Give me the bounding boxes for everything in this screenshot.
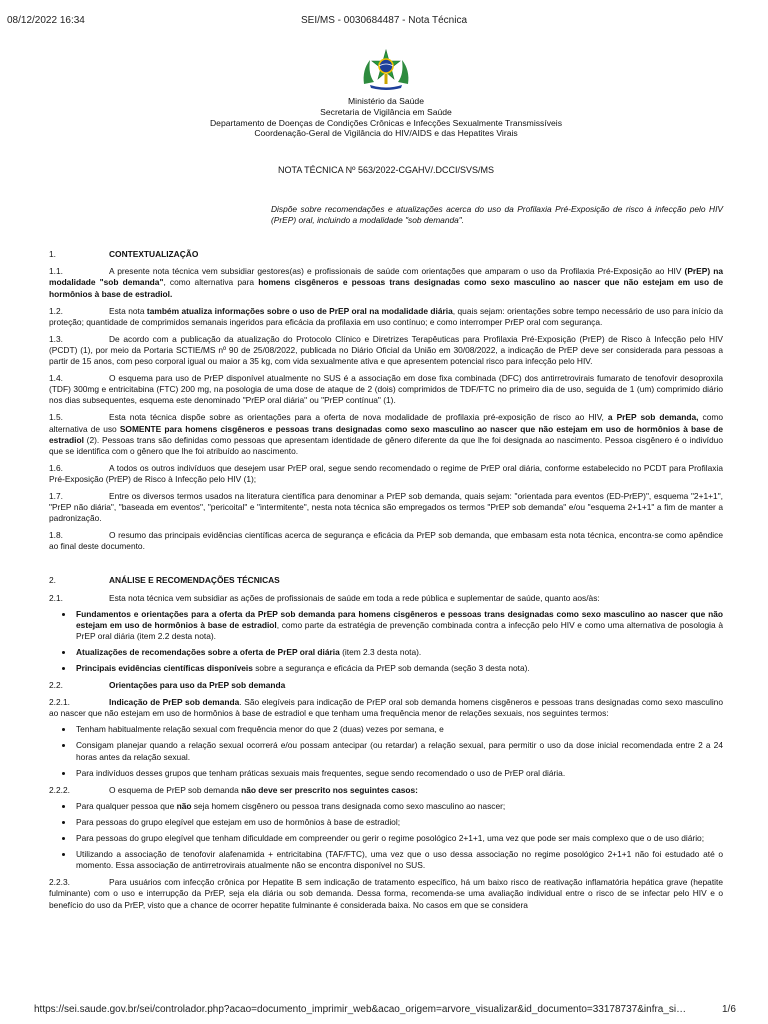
paragraph: [49, 877, 723, 910]
text: Esta nota: [109, 305, 147, 316]
paragraph: [49, 530, 723, 552]
section-number: 2.: [49, 575, 56, 586]
print-url: https://sei.saude.gov.br/sei/controlador.php?acao=documento_imprimir_web&acao_origem=arvore_visualizar&id_documento=33178737&infra_si…: [34, 1004, 687, 1015]
text: Esta nota técnica dispõe sobre as orientações para a oferta de nova modalidade de profilaxia pré-exposição de risco ao HIV,: [109, 412, 608, 423]
paragraph-number: 1.5.: [49, 412, 63, 423]
list-item: [74, 801, 723, 812]
text: Para qualquer pessoa que: [76, 800, 177, 811]
brazil-coat-of-arms-icon: [358, 48, 414, 92]
list-item: • Tenham habitualmente relação sexual com frequência menor do que 2 (duas) vezes por semana, e: [74, 724, 723, 735]
bold-text: Fundamentos e orientações para a oferta da PrEP sob demanda para homens cisgêneros e pessoas trans designadas como sexo masculino ao nascer que não estejam em uso de hormônios à base de estradiol: [76, 608, 723, 630]
text: A presente nota técnica vem subsidiar gestores(as) e profissionais de saúde com orientações que amparam o uso da Profilaxia Pré-Exposição ao HIV: [109, 266, 685, 277]
print-datetime: 08/12/2022 16:34: [7, 15, 85, 26]
bold-text: Indicação de PrEP sob demanda: [109, 697, 240, 708]
paragraph: [49, 373, 723, 406]
paragraph-number: 1.7.: [49, 490, 63, 501]
document-title: NOTA TÉCNICA Nº 563/2022-CGAHV/.DCCI/SVS/MS: [277, 165, 495, 176]
bold-text: a PrEP sob demanda,: [607, 412, 699, 423]
text: Esta nota técnica vem subsidiar as ações de profissionais de saúde em toda a rede pública e suplementar de saúde, quanto aos/às:: [109, 592, 600, 603]
paragraph-number: 1.8.: [49, 530, 63, 541]
institution-block: [49, 96, 723, 139]
paragraph: [49, 463, 723, 485]
paragraph-number: 2.2.1.: [49, 697, 70, 708]
section-title: ANÁLISE E RECOMENDAÇÕES TÉCNICAS: [109, 575, 280, 586]
text: , quais sejam: orientações sobre tempo necessário de uso para início da proteção; quantidade de comprimidos semanais ingeridos para eficácia da profilaxia em uso contínuo; e como interromper PrEP oral com segurança.: [49, 305, 723, 327]
bold-text: não: [176, 800, 192, 811]
bold-text: homens cisgêneros e pessoas trans designadas como sexo masculino ao nascer que não estejam em uso de hormônios à base de estradiol.: [49, 277, 723, 299]
bullet-list: [49, 724, 723, 778]
bold-text: não deve ser prescrito nos seguintes casos:: [241, 784, 418, 795]
paragraph: [49, 306, 723, 328]
paragraph: [49, 491, 723, 524]
text: O resumo das principais evidências científicas acerca de segurança e eficácia da PrEP sob demanda, que embasam esta nota técnica, encontra-se como apêndice ao final deste documento.: [49, 530, 723, 552]
text: como alternativa de uso: [49, 412, 723, 434]
paragraph-number: 1.1.: [49, 266, 63, 277]
institution-line: Coordenação-Geral de Vigilância do HIV/AIDS e das Hepatites Virais: [254, 128, 518, 139]
institution-line: Departamento de Doenças de Condições Crônicas e Infecções Sexualmente Transmissíveis: [209, 117, 563, 128]
section-number: 1.: [49, 249, 56, 260]
text: Entre os diversos termos usados na literatura científica para denominar a PrEP sob demanda, quais sejam: "orientada para eventos (ED-PrEP)", esquema "2+1+1", "PrEP não diária", "baseada em eventos", "pericoital" e "intermitente", nesta nota técnica são empregados os termos "PrEP sob demanda" e/ou "esquema 2+1+1" a fim de manter a padronização.: [49, 490, 723, 524]
text: O esquema para uso de PrEP disponível atualmente no SUS é a associação em dose fixa combinada (DFC) dos antirretrovirais fumarato de tenofovir desoproxila (TDF) 300mg e entricitabina (FTC) 200 mg, na posologia de uma dose de ataque de 2 (dois) comprimidos de TDF/FTC no primeiro dia de uso, seguida de 1 (um) comprimido diário nos dias subsequentes, esquema este denominado "PrEP oral diária" ou "PrEP contínua" (1).: [49, 373, 723, 406]
paragraph-number: 1.6.: [49, 462, 63, 473]
paragraph: [49, 334, 723, 367]
print-page-title: SEI/MS - 0030684487 - Nota Técnica: [300, 15, 468, 26]
bold-text: Principais evidências científicas disponíveis: [76, 663, 253, 673]
paragraph: [49, 412, 723, 456]
institution-line: Secretaria de Vigilância em Saúde: [320, 106, 452, 117]
text: O esquema de PrEP sob demanda: [109, 784, 242, 795]
text: (2). Pessoas trans são definidas como pessoas que apresentam identidade de gênero diferente da que lhe foi designada ao nascimento. Pessoa cisgênero é o indivíduo que se identifica com o gênero que lhe foi atribuído ao nascimento.: [49, 434, 723, 456]
list-item: • Para indivíduos desses grupos que tenham práticas sexuais mais frequentes, segue sendo recomendado o uso de PrEP oral diária.: [74, 768, 723, 779]
ementa: Dispõe sobre recomendações e atualizações acerca do uso da Profilaxia Pré-Exposição de risco à infecção pelo HIV (PrEP) oral, incluindo a modalidade "sob demanda".: [271, 204, 723, 226]
bold-text: SOMENTE para homens cisgêneros e pessoas trans designadas como sexo masculino ao nascer que não estejam em uso de hormônios à base de estradiol: [49, 423, 723, 445]
paragraph-number: 1.4.: [49, 373, 63, 384]
bullet-list: [49, 801, 723, 871]
paragraph: [49, 266, 723, 299]
text: sobre a segurança e eficácia da PrEP sob demanda (seção 3 desta nota).: [252, 663, 530, 673]
list-item: [74, 647, 723, 658]
paragraph: [49, 593, 723, 604]
paragraph-number: 2.1.: [49, 592, 63, 603]
section-heading: [49, 575, 723, 586]
paragraph-number: 2.2.: [49, 680, 63, 691]
text: (item 2.3 desta nota).: [339, 646, 422, 657]
bold-text: Atualizações de recomendações sobre a oferta de PrEP oral diária: [76, 646, 340, 657]
text: A todos os outros indivíduos que desejem usar PrEP oral, segue sendo recomendado o regime de PrEP oral diária, conforme estabelecido no PCDT para Profilaxia Pré-Exposição (PrEP) de Risco à Infecção pelo HIV (1);: [49, 462, 723, 484]
list-item: • Para pessoas do grupo elegível que estejam em uso de hormônios à base de estradiol;: [74, 817, 723, 828]
print-page-number: 1/6: [722, 1004, 736, 1015]
text: . São elegíveis para indicação de PrEP oral sob demanda homens cisgêneros e pessoas trans designadas como sexo masculino ao nascer que não estejam em uso de hormônios à base de estradiol e que tenham uma frequência menor de relações sexuais, nos seguintes termos:: [49, 697, 723, 719]
text: , como parte da estratégia de prevenção combinada contra a infecção pelo HIV e como uma alternativa de posologia à PrEP oral diária (item 2.2 desta nota).: [76, 619, 723, 641]
text: Para usuários com infecção crônica por Hepatite B sem indicação de tratamento específico, há um baixo risco de reativação inflamatória hepática grave (hepatite fulminante) com o uso e interrupção da PrEP, seja ela diária ou sob demanda. Dessa forma, recomenda-se uma avaliação individual entre o risco de se infectar pelo HIV e o benefício do uso da PrEP, visto que a chance de ocorrer hepatite fulminante é considerada baixa. No casos em que se considera: [49, 877, 723, 910]
list-item: • Para pessoas do grupo elegível que tenham dificuldade em compreender ou gerir o regime posológico 2+1+1, uma vez que pode ser mais complexo que o de uso diário;: [74, 833, 723, 844]
institution-line: Ministério da Saúde: [348, 96, 424, 106]
text: De acordo com a publicação da atualização do Protocolo Clínico e Diretrizes Terapêuticas para Profilaxia Pré-Exposição (PrEP) de Risco à Infecção pelo HIV (PCDT) (1), por meio da Portaria SCTIE/MS nº 90 de 25/08/2022, publicada no Diário Oficial da União em 30/08/2022, a indicação de PrEP deve ser considerada para pessoas a partir de 15 anos, com peso corporal igual ou maior a 35 kg, com vida sexualmente ativa e que apresentem potencial risco para infecção pelo HIV.: [49, 333, 723, 367]
document-body: [49, 48, 723, 911]
bold-text: Orientações para uso da PrEP sob demanda: [109, 680, 286, 691]
list-item: • Utilizando a associação de tenofovir alafenamida + entricitabina (TAF/FTC), uma vez que o uso dessa associação no regime posológico 2+1+1 não foi estudado até o momento. Essa associação de antirretrovirais atualmente não se encontra disponível no SUS.: [74, 849, 723, 871]
paragraph-number: 2.2.3.: [49, 877, 70, 888]
list-item: • Consigam planejar quando a relação sexual ocorrerá e/ou possam antecipar (ou retardar) a relação sexual, para permitir o uso da dose inicial recomendada entre 2 a 24 horas antes da relação sexual.: [74, 740, 723, 762]
paragraph-number: 1.2.: [49, 305, 63, 316]
paragraph: [49, 697, 723, 719]
bold-text: também atualiza informações sobre o uso de PrEP oral na modalidade diária: [146, 305, 453, 316]
paragraph: [49, 785, 723, 796]
list-item: [74, 663, 723, 674]
section-heading: [49, 249, 723, 260]
bullet-list: [49, 609, 723, 674]
text: seja homem cisgênero ou pessoa trans designada como sexo masculino ao nascer;: [191, 800, 506, 811]
section-title: CONTEXTUALIZAÇÃO: [109, 249, 199, 260]
list-item: [74, 609, 723, 642]
paragraph-number: 1.3.: [49, 333, 63, 344]
subsection-heading: [49, 680, 723, 691]
text: , como alternativa para: [163, 277, 259, 288]
paragraph-number: 2.2.2.: [49, 784, 70, 795]
bold-text: (PrEP) na modalidade "sob demanda": [49, 266, 723, 288]
